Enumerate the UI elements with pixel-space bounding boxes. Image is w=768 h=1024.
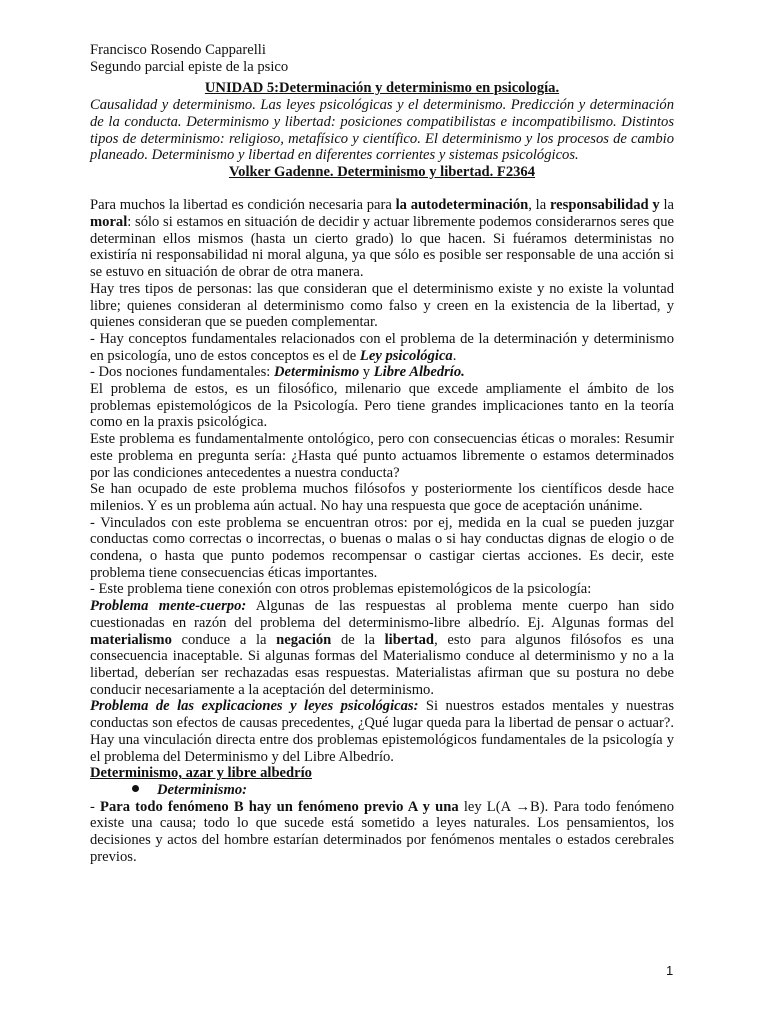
unit-title: UNIDAD 5:Determinación y determinismo en psicología. <box>204 80 560 97</box>
bold-italic-run: Problema de las explicaciones y leyes psicológicas: <box>90 698 419 715</box>
text-run: - Hay conceptos fundamentales relacionados con el problema de la determinación y determinismo en psicología, uno de estos conceptos es el de <box>90 330 674 364</box>
bold-italic-run: Problema mente-cuerpo: <box>90 598 247 615</box>
paragraph-problema: El problema de estos, es un filosófico, milenario que excede ampliamente el ámbito de los problemas epistemológicos de la Psicología. Pero tiene grandes implicaciones tanto en la teoría como en la praxis psicológica. <box>90 381 674 431</box>
bullet-label: Determinismo: <box>157 781 247 798</box>
paragraph-definicion <box>90 799 674 866</box>
bold-italic-run: Libre Albedrío. <box>373 364 465 381</box>
paragraph-vinculados: - Vinculados con este problema se encuentran otros: por ej, medida en la cual se pueden juzgar conductas como correctas o incorrectas, o buenas o malas o si hay conductas dignas de elogio o de condena, o hasta que punto podemos recompensar o castigar ciertas acciones. Es decir, este problema tiene consecuencias éticas importantes. <box>90 514 674 581</box>
bold-run: libertad <box>384 631 435 648</box>
text-run: Para muchos la libertad es condición necesaria para <box>90 197 396 214</box>
paragraph-ontologico: Este problema es fundamentalmente ontológico, pero con consecuencias éticas o morales: Resumir este problema en pregunta sería: ¿Hasta qué punto actuamos libremente o estamos determinados por las condiciones antecedentes a nuestra conducta? <box>90 431 674 481</box>
spacer <box>90 181 674 198</box>
paragraph-explicaciones <box>90 698 674 765</box>
page-number: 1 <box>666 963 674 978</box>
reading-title: Volker Gadenne. Determinismo y libertad. F2364 <box>228 163 536 180</box>
bold-run: negación <box>276 631 332 648</box>
paragraph-conexion: - Este problema tiene conexión con otros problemas epistemológicos de la psicología: <box>90 581 592 598</box>
bold-run: la autodeterminación <box>395 197 529 214</box>
text-run: Algunas de las respuestas al problema mente cuerpo han sido cuestionadas en razón del problema del determinismo-libre albedrío. Ej. Algunas formas del <box>90 598 674 631</box>
bold-run: Para todo fenómeno B hay un fenómeno previo A y una <box>100 798 459 815</box>
unit-topics: Causalidad y determinismo. Las leyes psicológicas y el determinismo. Predicción y determinación de la conducta. Determinismo y libertad: posiciones compatibilistas e incompatibilismo. Distintos tipos de determinismo: religioso, metafísico y científico. El determinismo y los procesos de cambio planeado. Determinismo y libertad en diferentes corrientes y sistemas psicológicos. <box>90 97 674 164</box>
document-page <box>90 42 674 865</box>
bold-run: moral <box>90 214 128 231</box>
bullet-determinismo <box>90 782 674 799</box>
paragraph-conceptos <box>90 331 674 364</box>
paragraph-filosofos: Se han ocupado de este problema muchos filósofos y posteriormente los científicos desde hace milenios. Y es un problema aún actual. No hay una respuesta que goce de aceptación unánime. <box>90 481 674 514</box>
bold-italic-run: Determinismo <box>274 364 360 381</box>
text-run: de la <box>331 631 385 648</box>
paragraph-mente-cuerpo <box>90 598 674 698</box>
bullet-dot-icon <box>132 785 139 792</box>
text-run: la <box>659 197 674 214</box>
text-run: y <box>359 364 374 381</box>
section-title: Determinismo, azar y libre albedrío <box>90 765 312 782</box>
bold-run: materialismo <box>90 631 172 648</box>
text-run: , la <box>528 197 550 214</box>
text-run: - <box>90 798 101 815</box>
text-run: ley L(A →B). Para todo fenómeno existe una causa; todo lo que sucede está sometido a leyes naturales. Los pensamientos, los decisiones y actos del hombre estarían determinados por fenómenos mentales o estados cerebrales previos. <box>90 798 675 865</box>
bold-run: responsabilidad y <box>549 197 660 214</box>
bold-italic-run: Ley psicológica <box>359 347 453 364</box>
author-line: Francisco Rosendo Capparelli <box>90 42 266 58</box>
text-run: : sólo si estamos en situación de decidir y actuar libremente podemos considerarnos seres que determinan ellos mismos (hasta un cierto grado) lo que hacen. Si fuéramos deterministas no existiría ni responsabilidad ni moral alguna, ya que sólo es posible ser responsable de una acción si se estuvo en situación de obrar de otra manera. <box>90 214 674 281</box>
paragraph-nociones <box>90 364 674 381</box>
text-run: . <box>452 347 457 364</box>
text-run: conduce a la <box>171 631 277 648</box>
text-run: Si nuestros estados mentales y nuestras conductas son efectos de causas precedentes, ¿Qué lugar queda para la libertad de pensar o actuar?. Hay una vinculación directa entre dos problemas epistemológicos fundamentales de la psicología y el problema del Determinismo y del Libre Albedrío. <box>90 698 674 765</box>
paragraph-tipos: Hay tres tipos de personas: las que consideran que el determinismo existe y no existe la voluntad libre; quienes consideran al determinismo como falso y creen en la existencia de la libertad, y quienes consideran que se pueden complementar. <box>90 280 674 331</box>
paragraph-libertad <box>90 197 674 281</box>
text-run: - Dos nociones fundamentales: <box>90 364 274 381</box>
subtitle-line: Segundo parcial episte de la psico <box>90 58 289 75</box>
text-run: , esto para algunos filósofos es una consecuencia inaceptable. Si algunas formas del Materialismo conduce al determinismo y no a la libertad, deberían ser rechazadas esas respuestas. Materialistas afirman que su postura no debe conducir necesariamente a la aceptación del determinismo. <box>90 631 674 698</box>
